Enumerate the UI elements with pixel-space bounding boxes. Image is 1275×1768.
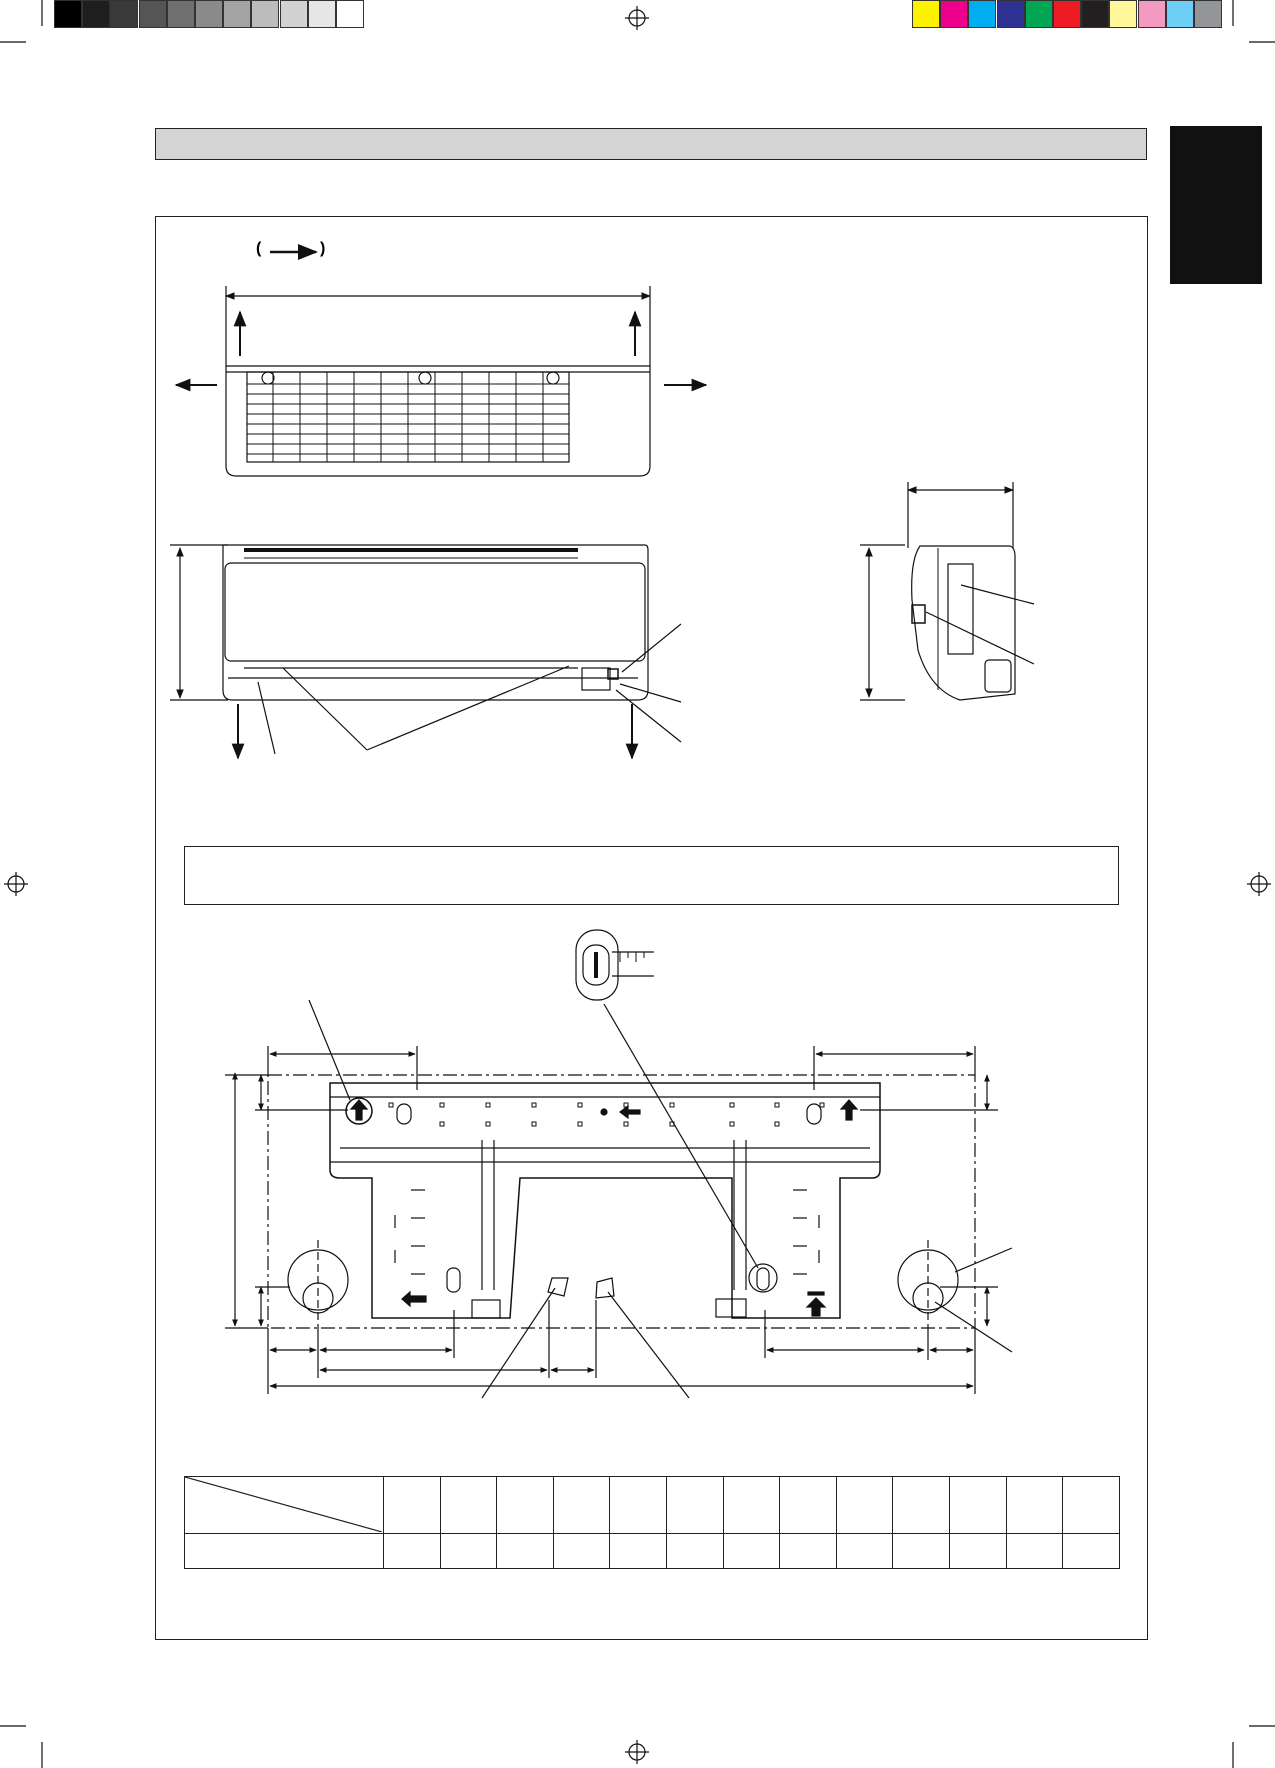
table-header-cell: [950, 1477, 1007, 1534]
table-header-cell: [553, 1477, 610, 1534]
table-cell: [610, 1534, 667, 1569]
table-cell: [667, 1534, 724, 1569]
top-view-unit: [176, 286, 706, 476]
table-header-cell: [1006, 1477, 1063, 1534]
table-cell: [950, 1534, 1007, 1569]
table-cell: [553, 1534, 610, 1569]
table-header-cell: [780, 1477, 837, 1534]
legend-paren-close: ): [320, 240, 326, 257]
table-header-cell: [384, 1477, 441, 1534]
table-cell: [893, 1534, 950, 1569]
front-view-unit: [170, 545, 681, 758]
table-header-cell: [610, 1477, 667, 1534]
table-header-cell: [723, 1477, 780, 1534]
table-header-cell: [893, 1477, 950, 1534]
table-header-corner-cell: [185, 1477, 384, 1534]
table-header-cell: [1063, 1477, 1120, 1534]
table-cell: [836, 1534, 893, 1569]
table-cell: [780, 1534, 837, 1569]
table-cell: [440, 1534, 497, 1569]
table-header-cell: [497, 1477, 554, 1534]
specification-table: [184, 1476, 1120, 1569]
table-cell: [384, 1534, 441, 1569]
table-cell: [497, 1534, 554, 1569]
side-view-unit: [860, 482, 1034, 700]
table-header-cell: [440, 1477, 497, 1534]
table-header-cell: [836, 1477, 893, 1534]
table-cell: [1006, 1534, 1063, 1569]
table-cell: [723, 1534, 780, 1569]
table-header-cell: [667, 1477, 724, 1534]
table-row-label-cell: [185, 1534, 384, 1569]
table-cell: [1063, 1534, 1120, 1569]
installation-plate-diagram: [225, 930, 1012, 1398]
legend-paren-open: (: [256, 240, 262, 257]
